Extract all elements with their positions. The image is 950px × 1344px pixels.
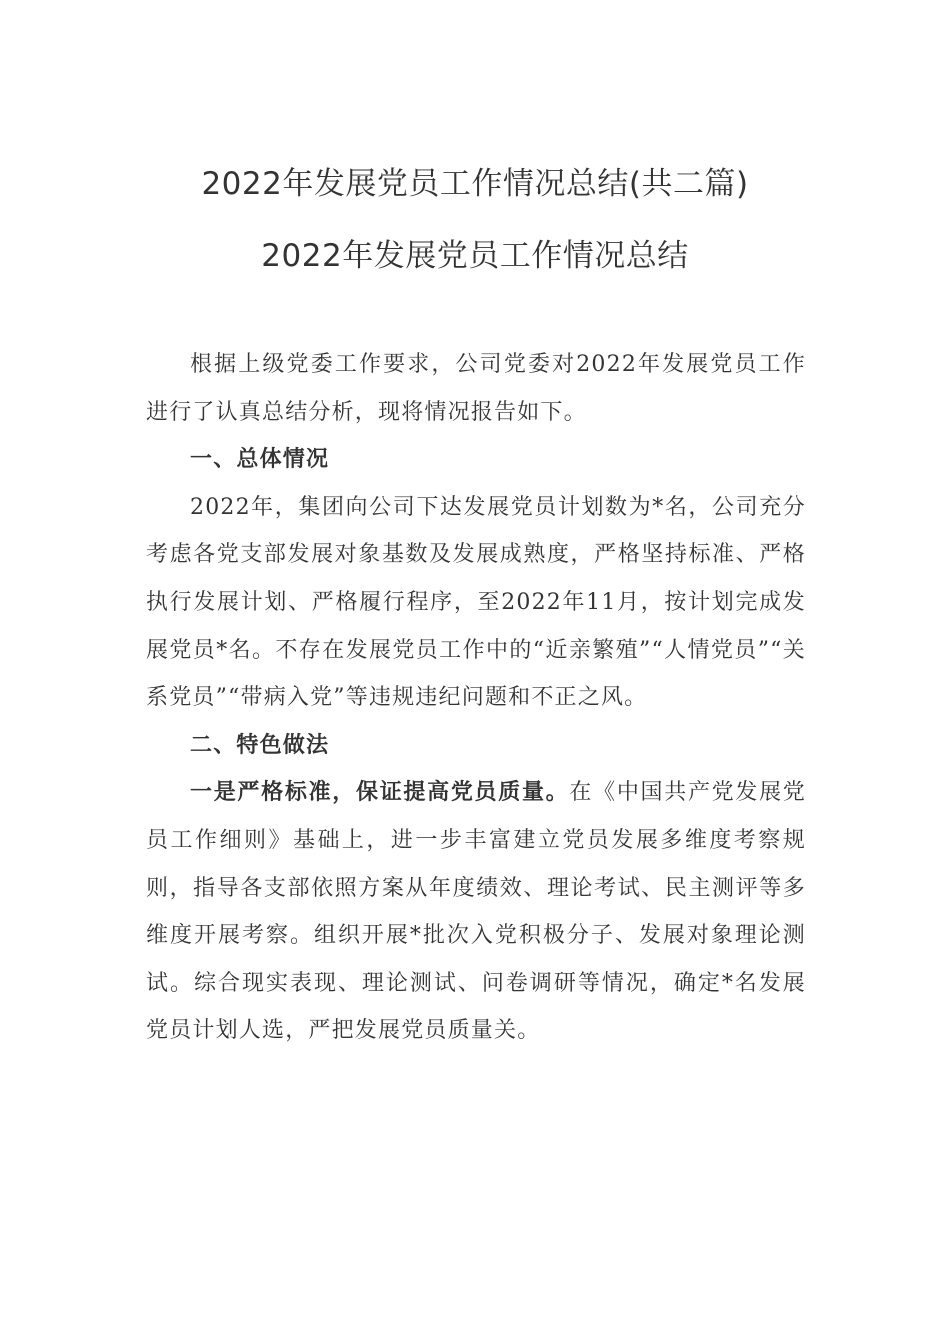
document-subtitle: 2022年发展党员工作情况总结 xyxy=(261,238,689,274)
section-heading-overview: 一、总体情况 xyxy=(190,447,330,473)
section-heading-practices: 二、特色做法 xyxy=(190,732,330,758)
document-body xyxy=(146,341,806,1055)
document-title: 2022年发展党员工作情况总结(共二篇) xyxy=(201,166,749,202)
practice-item-1 xyxy=(146,769,806,1055)
practice-item-1-lead: 一是严格标准，保证提高党员质量。 xyxy=(190,780,570,806)
intro-paragraph: 根据上级党委工作要求，公司党委对2022年发展党员工作进行了认真总结分析，现将情况报告如下。 xyxy=(146,352,806,425)
practice-item-1-text: 在《中国共产党发展党员工作细则》基础上，进一步丰富建立党员发展多维度考察规则，指导各支部依照方案从年度绩效、理论考试、民主测评等多维度开展考察。组织开展*批次入党积极分子、发展对象理论测试。综合现实表现、理论测试、问卷调研等情况，确定*名发展党员计划人选，严把发展党员质量关。 xyxy=(146,780,806,1044)
overview-paragraph: 2022年，集团向公司下达发展党员计划数为*名，公司充分考虑各党支部发展对象基数及发展成熟度，严格坚持标准、严格执行发展计划、严格履行程序，至2022年11月，按计划完成发展党员*名。不存在发展党员工作中的“近亲繁殖”“人情党员”“关系党员”“带病入党”等违规违纪问题和不正之风。 xyxy=(146,494,806,711)
